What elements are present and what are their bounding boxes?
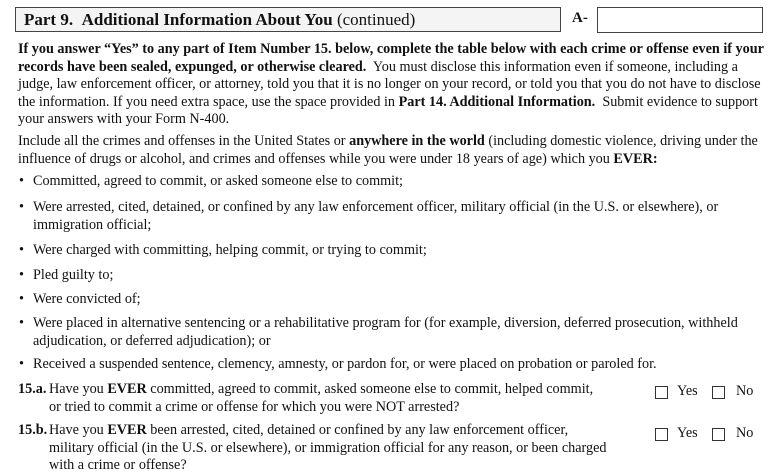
question-text-15b [49, 422, 609, 475]
part-title [24, 10, 415, 30]
label-15a-yes: Yes [677, 383, 698, 399]
list-item: Were charged with committing, helping commit, or trying to commit; [33, 242, 427, 258]
question-body: committed, agreed to commit, asked someone else to commit, helped commit, or tried to commit a crime or offense for which you were NOT arrested? [49, 381, 594, 415]
part-title-suffix: (continued) [336, 10, 416, 29]
label-15b-yes: Yes [677, 425, 698, 441]
question-body: been arrested, cited, detained or confined by any law enforcement officer, military official (in the U.S. or elsewhere), or immigration official for any reason, or been charged with a crime or offense? [49, 422, 607, 474]
checkbox-15b-no[interactable] [712, 428, 725, 441]
intro-text-2: Submit evidence to support your answers with your Form N-400. [18, 93, 758, 128]
include-text-2: (including domestic violence, driving under the influence of drugs or alcohol, and crimes and offenses while you were under 18 years of age) which you [18, 133, 758, 167]
bullet-icon: • [19, 242, 24, 258]
question-text-15a [49, 381, 594, 416]
intro-bold-lead: If you answer “Yes” to any part of Item Number 15. below, complete the table below with each crime or offense even if your records have been sealed, expunged, or otherwise cleared. [18, 41, 764, 75]
bullet-icon: • [19, 173, 24, 189]
checkbox-15b-yes[interactable] [655, 428, 668, 441]
include-colon: : [652, 150, 658, 167]
bullet-icon: • [19, 267, 24, 283]
intro-paragraph [18, 41, 770, 129]
part-title-text: Additional Information About You [81, 10, 333, 29]
include-bold-2: EVER [613, 150, 653, 167]
label-15b-no: No [736, 425, 754, 441]
bullet-icon: • [19, 199, 24, 215]
part-label: Part 9. [24, 10, 74, 29]
list-item: Committed, agreed to commit, or asked someone else to commit; [33, 173, 403, 189]
a-number-label: A- [572, 10, 588, 26]
question-lead: Have you [49, 381, 104, 397]
list-item: Were placed in alternative sentencing or a rehabilitative program for (for example, diversion, deferred prosecution, withheld adjudication, or deferred adjudication); or [33, 315, 738, 349]
bullet-icon: • [19, 315, 24, 331]
list-item: Were convicted of; [33, 291, 141, 307]
list-item: Were arrested, cited, detained, or confined by any law enforcement officer, military official (in the U.S. or elsewhere), or immigration official; [33, 199, 719, 233]
question-number-15b: 15.b. [18, 422, 48, 438]
checkbox-15a-yes[interactable] [655, 386, 668, 399]
bullet-icon: • [19, 356, 24, 372]
part-header [15, 7, 561, 32]
question-emphasis: EVER [107, 381, 147, 397]
question-emphasis: EVER [107, 422, 147, 438]
intro-part-reference: Part 14. Additional Information. [398, 93, 596, 110]
label-15a-no: No [736, 383, 754, 399]
list-item: Pled guilty to; [33, 267, 114, 283]
include-bold-1: anywhere in the world [349, 133, 485, 149]
checkbox-15a-no[interactable] [712, 386, 725, 399]
a-number-field[interactable] [597, 7, 763, 33]
include-text-1: Include all the crimes and offenses in the United States or [18, 133, 346, 149]
question-lead: Have you [49, 422, 104, 438]
list-item: Received a suspended sentence, clemency, amnesty, or pardon for, or were placed on probation or paroled for. [33, 356, 657, 372]
include-paragraph [18, 133, 770, 168]
intro-text-1: You must disclose this information even if someone, including a judge, law enforcement officer, or attorney, told you that it is no longer on your record, or told you that you do not have to disclose the information. If you need extra space, use the space provided in [18, 58, 761, 110]
question-number-15a: 15.a. [18, 381, 47, 397]
bullet-icon: • [19, 291, 24, 307]
